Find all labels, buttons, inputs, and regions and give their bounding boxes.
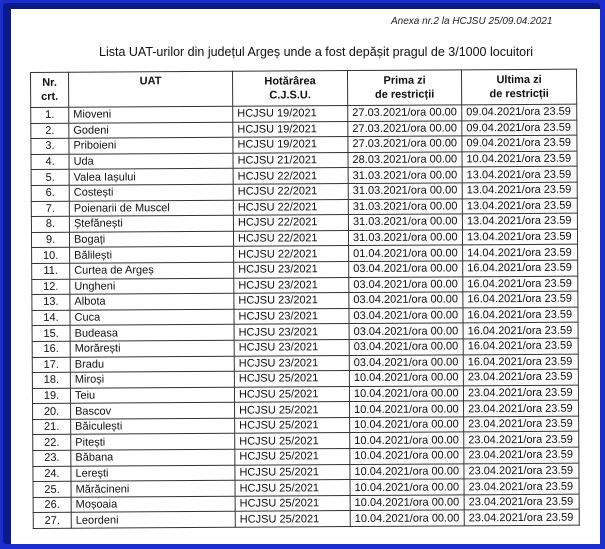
cell-hotararea: HCJSU 22/2021 (234, 246, 349, 262)
cell-uat: Băbana (71, 449, 235, 466)
cell-nr: 16. (32, 341, 70, 357)
cell-nr: 27. (33, 513, 71, 529)
header-nr-line1: Nr. (42, 76, 57, 89)
cell-uat: Costești (69, 184, 233, 201)
table-header-row (31, 69, 577, 107)
cell-uat: Bradu (70, 356, 234, 373)
cell-nr: 13. (32, 294, 70, 310)
cell-nr: 5. (31, 170, 69, 186)
cell-uat: Mioveni (69, 106, 233, 123)
cell-end: 23.04.2021/ora 23.59 (464, 510, 579, 526)
cell-hotararea: HCJSU 23/2021 (234, 355, 349, 371)
header-nr (31, 72, 69, 107)
cell-end: 16.04.2021/ora 23.59 (463, 322, 578, 338)
cell-uat: Leordeni (71, 512, 235, 529)
cell-start: 03.04.2021/ora 00.00 (349, 292, 463, 308)
cell-start: 03.04.2021/ora 00.00 (349, 276, 463, 292)
cell-hotararea: HCJSU 22/2021 (233, 199, 348, 215)
cell-uat: Cuca (70, 309, 234, 326)
cell-nr: 12. (32, 279, 70, 295)
cell-nr: 22. (33, 435, 71, 451)
cell-hotararea: HCJSU 19/2021 (233, 137, 348, 153)
cell-end: 13.04.2021/ora 23.59 (462, 198, 577, 214)
cell-hotararea: HCJSU 25/2021 (235, 511, 350, 527)
cell-end: 14.04.2021/ora 23.59 (463, 245, 578, 261)
cell-hotararea: HCJSU 19/2021 (233, 106, 348, 122)
cell-start: 10.04.2021/ora 00.00 (350, 464, 464, 480)
cell-hotararea: HCJSU 19/2021 (233, 121, 348, 137)
uat-table (30, 69, 580, 529)
cell-nr: 19. (32, 388, 70, 404)
cell-nr: 14. (32, 310, 70, 326)
cell-start: 10.04.2021/ora 00.00 (350, 510, 464, 526)
cell-start: 27.03.2021/ora 00.00 (348, 105, 462, 121)
header-start (347, 70, 461, 106)
header-start-line2: de restricții (374, 88, 435, 101)
cell-nr: 2. (31, 123, 69, 139)
cell-end: 09.04.2021/ora 23.59 (462, 104, 577, 120)
cell-start: 10.04.2021/ora 00.00 (349, 386, 463, 402)
cell-nr: 25. (33, 482, 71, 498)
header-hot-line1: Hotărârea (264, 75, 316, 88)
cell-end: 16.04.2021/ora 23.59 (463, 276, 578, 292)
cell-hotararea: HCJSU 25/2021 (235, 449, 350, 465)
cell-start: 31.03.2021/ora 00.00 (348, 183, 462, 199)
cell-hotararea: HCJSU 25/2021 (234, 386, 349, 402)
cell-end: 16.04.2021/ora 23.59 (463, 307, 578, 323)
cell-end: 23.04.2021/ora 23.59 (463, 385, 578, 401)
cell-nr: 23. (33, 450, 71, 466)
header-start-line1: Prima zi (383, 74, 426, 87)
cell-end: 23.04.2021/ora 23.59 (464, 400, 579, 416)
cell-uat: Bascov (71, 403, 235, 420)
cell-nr: 11. (32, 263, 70, 279)
cell-uat: Pitești (71, 434, 235, 451)
cell-end: 23.04.2021/ora 23.59 (464, 416, 579, 432)
cell-hotararea: HCJSU 25/2021 (235, 417, 350, 433)
document-page (11, 9, 600, 544)
cell-end: 23.04.2021/ora 23.59 (464, 432, 579, 448)
cell-end: 23.04.2021/ora 23.59 (463, 369, 578, 385)
cell-end: 23.04.2021/ora 23.59 (464, 463, 579, 479)
cell-hotararea: HCJSU 23/2021 (234, 261, 349, 277)
cell-start: 28.03.2021/ora 00.00 (348, 152, 462, 168)
cell-start: 31.03.2021/ora 00.00 (348, 214, 462, 230)
cell-uat: Mărăcineni (71, 481, 235, 498)
document-title: Lista UAT-urilor din județul Argeș unde a fost depășit pragul de 3/1000 locuitori (99, 45, 534, 59)
cell-hotararea: HCJSU 22/2021 (233, 215, 348, 231)
cell-nr: 18. (32, 372, 70, 388)
cell-hotararea: HCJSU 25/2021 (235, 464, 350, 480)
cell-end: 16.04.2021/ora 23.59 (463, 354, 578, 370)
cell-uat: Morărești (70, 340, 234, 357)
cell-uat: Godeni (69, 122, 233, 139)
cell-nr: 26. (33, 497, 71, 513)
cell-end: 23.04.2021/ora 23.59 (464, 478, 579, 494)
header-end (461, 69, 576, 105)
document-frame (3, 3, 600, 544)
cell-uat: Băiculești (71, 418, 235, 435)
cell-nr: 10. (32, 248, 70, 264)
cell-start: 10.04.2021/ora 00.00 (349, 370, 463, 386)
header-uat-label: UAT (139, 75, 162, 88)
cell-hotararea: HCJSU 22/2021 (233, 184, 348, 200)
cell-uat: Albota (70, 293, 234, 310)
cell-start: 10.04.2021/ora 00.00 (350, 401, 464, 417)
cell-start: 10.04.2021/ora 00.00 (350, 432, 464, 448)
header-hot-line2: C.J.S.U. (269, 89, 311, 102)
cell-nr: 20. (33, 404, 71, 420)
cell-hotararea: HCJSU 22/2021 (233, 230, 348, 246)
cell-start: 03.04.2021/ora 00.00 (349, 261, 463, 277)
cell-hotararea: HCJSU 23/2021 (234, 308, 349, 324)
cell-uat: Bogați (69, 231, 233, 248)
cell-start: 03.04.2021/ora 00.00 (349, 323, 463, 339)
cell-end: 16.04.2021/ora 23.59 (463, 338, 578, 354)
cell-start: 31.03.2021/ora 00.00 (348, 230, 462, 246)
cell-hotararea: HCJSU 22/2021 (233, 168, 348, 184)
header-hotararea (232, 71, 347, 107)
cell-end: 09.04.2021/ora 23.59 (462, 120, 577, 136)
cell-start: 01.04.2021/ora 00.00 (349, 245, 463, 261)
cell-uat: Miroși (70, 371, 234, 388)
cell-start: 27.03.2021/ora 00.00 (348, 136, 462, 152)
header-end-line1: Ultima zi (496, 73, 542, 87)
cell-start: 03.04.2021/ora 00.00 (349, 354, 463, 370)
cell-end: 10.04.2021/ora 23.59 (462, 151, 577, 167)
cell-nr: 21. (33, 419, 71, 435)
cell-end: 09.04.2021/ora 23.59 (462, 135, 577, 151)
cell-uat: Valea Iașului (69, 169, 233, 186)
header-uat (69, 71, 233, 107)
cell-hotararea: HCJSU 25/2021 (235, 433, 350, 449)
cell-hotararea: HCJSU 21/2021 (233, 152, 348, 168)
cell-nr: 15. (32, 326, 70, 342)
cell-uat: Ungheni (70, 278, 234, 295)
cell-uat: Teiu (70, 387, 234, 404)
cell-uat: Lerești (71, 465, 235, 482)
cell-nr: 6. (31, 185, 69, 201)
cell-hotararea: HCJSU 25/2021 (235, 402, 350, 418)
cell-start: 03.04.2021/ora 00.00 (349, 308, 463, 324)
cell-start: 10.04.2021/ora 00.00 (350, 495, 464, 511)
cell-end: 13.04.2021/ora 23.59 (462, 182, 577, 198)
cell-hotararea: HCJSU 25/2021 (235, 495, 350, 511)
cell-uat: Budeasa (70, 325, 234, 342)
cell-hotararea: HCJSU 23/2021 (234, 339, 349, 355)
cell-end: 13.04.2021/ora 23.59 (462, 213, 577, 229)
cell-uat: Ștefănești (69, 215, 233, 232)
cell-uat: Uda (69, 153, 233, 170)
cell-hotararea: HCJSU 23/2021 (234, 277, 349, 293)
cell-uat: Bălilești (70, 247, 234, 264)
cell-nr: 7. (31, 201, 69, 217)
cell-start: 10.04.2021/ora 00.00 (350, 417, 464, 433)
cell-nr: 8. (31, 216, 69, 232)
cell-start: 10.04.2021/ora 00.00 (350, 448, 464, 464)
cell-end: 13.04.2021/ora 23.59 (462, 167, 577, 183)
cell-nr: 9. (31, 232, 69, 248)
cell-uat: Curtea de Argeș (70, 262, 234, 279)
cell-nr: 4. (31, 154, 69, 170)
cell-start: 27.03.2021/ora 00.00 (348, 120, 462, 136)
cell-end: 13.04.2021/ora 23.59 (462, 229, 577, 245)
cell-end: 23.04.2021/ora 23.59 (464, 494, 579, 510)
cell-uat: Priboieni (69, 137, 233, 154)
cell-nr: 24. (33, 466, 71, 482)
annex-label: Anexa nr.2 la HCJSU 25/09.04.2021 (391, 16, 553, 27)
cell-end: 23.04.2021/ora 23.59 (464, 447, 579, 463)
cell-hotararea: HCJSU 23/2021 (234, 324, 349, 340)
table-row (33, 510, 579, 529)
cell-start: 10.04.2021/ora 00.00 (350, 479, 464, 495)
cell-hotararea: HCJSU 25/2021 (234, 371, 349, 387)
header-end-line2: de restricții (489, 87, 549, 101)
cell-nr: 17. (32, 357, 70, 373)
cell-hotararea: HCJSU 25/2021 (235, 480, 350, 496)
cell-end: 16.04.2021/ora 23.59 (463, 260, 578, 276)
header-nr-line2: crt. (41, 90, 59, 103)
cell-uat: Poienarii de Muscel (69, 200, 233, 217)
cell-end: 16.04.2021/ora 23.59 (463, 291, 578, 307)
cell-nr: 3. (31, 138, 69, 154)
table-body (31, 104, 580, 528)
cell-hotararea: HCJSU 23/2021 (234, 293, 349, 309)
cell-start: 31.03.2021/ora 00.00 (348, 198, 462, 214)
cell-uat: Moșoaia (71, 496, 235, 513)
cell-start: 31.03.2021/ora 00.00 (348, 167, 462, 183)
cell-start: 03.04.2021/ora 00.00 (349, 339, 463, 355)
cell-nr: 1. (31, 107, 69, 123)
